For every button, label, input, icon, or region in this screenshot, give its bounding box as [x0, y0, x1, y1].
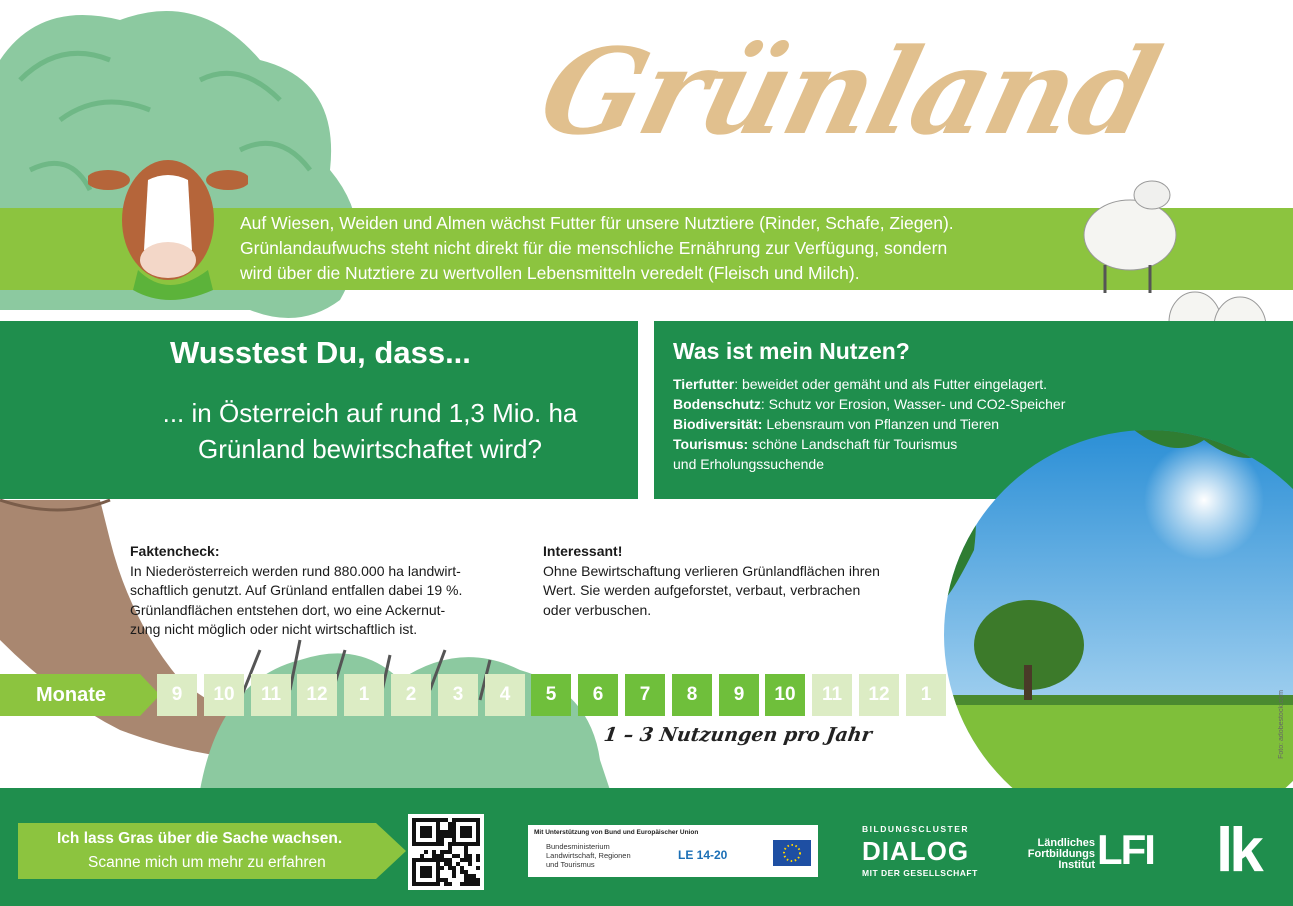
- fact-check: [130, 542, 490, 640]
- cow-illustration: [88, 140, 248, 310]
- cta-subtitle: Scanne mich um mehr zu erfahren: [88, 854, 326, 871]
- month-cell: 12: [859, 674, 899, 716]
- month-cell: 11: [812, 674, 852, 716]
- interesting-line: oder verbuschen.: [543, 601, 652, 618]
- benefit-label: Tierfutter: [673, 376, 735, 392]
- benefit-item: [673, 374, 1113, 394]
- benefit-item: [673, 394, 1113, 414]
- lfi-line: Institut: [1058, 859, 1095, 871]
- interesting-note: [543, 542, 913, 620]
- lfi-logo: LFI: [1097, 826, 1154, 873]
- benefit-label: Bodenschutz: [673, 396, 761, 412]
- month-cell: 12: [297, 674, 337, 716]
- did-you-know-line: Grünland bewirtschaftet wird?: [198, 434, 542, 464]
- month-cell: 10: [204, 674, 244, 716]
- interesting-heading: Interessant!: [543, 543, 623, 559]
- intro-line: Grünlandaufwuchs steht nicht direkt für die menschliche Ernährung zur Verfügung, sondern: [240, 238, 948, 258]
- month-cell: 10: [765, 674, 805, 716]
- eu-flag-icon: [773, 840, 811, 866]
- month-cell: 1: [906, 674, 946, 716]
- fact-check-line: zung nicht möglich oder nicht wirtschaftlich ist.: [130, 621, 418, 637]
- intro-text: [240, 211, 1080, 286]
- page-title: Grünland: [527, 22, 1171, 161]
- month-cell: 7: [625, 674, 665, 716]
- benefit-item: [673, 414, 1113, 434]
- benefit-text: : beweidet oder gemäht und als Futter eingelagert.: [734, 376, 1048, 392]
- did-you-know-text: [120, 395, 620, 467]
- fact-check-line: schaftlich genutzt. Auf Grünland entfallen dabei 19 %.: [130, 582, 463, 598]
- month-cell: 4: [485, 674, 525, 716]
- did-you-know-title: Wusstest Du, dass...: [170, 335, 471, 370]
- interesting-line: Ohne Bewirtschaftung verlieren Grünlandflächen ihren: [543, 562, 880, 579]
- benefit-label: Biodiversität:: [673, 416, 763, 432]
- dialog-logo: DIALOG: [862, 836, 970, 866]
- le-logo: LE 14-20: [678, 848, 728, 862]
- usage-note: 1 – 3 Nutzungen pro Jahr: [602, 724, 874, 746]
- month-cell: 8: [672, 674, 712, 716]
- benefit-text: : Schutz vor Erosion, Wasser- und CO2-Speicher: [760, 396, 1066, 412]
- did-you-know-line: ... in Österreich auf rund 1,3 Mio. ha: [162, 398, 578, 428]
- interesting-line: Wert. Sie werden aufgeforstet, verbaut, verbrachen: [543, 582, 861, 598]
- benefit-item: [673, 434, 1113, 454]
- benefit-text: schöne Landschaft für Tourismus: [748, 436, 958, 452]
- month-cell: 9: [157, 674, 197, 716]
- fact-check-line: Grünlandflächen entstehen dort, wo eine Ackernut-: [130, 601, 446, 618]
- month-cell: 9: [719, 674, 759, 716]
- cta-title: Ich lass Gras über die Sache wachsen.: [57, 830, 343, 847]
- month-cell: 5: [531, 674, 571, 716]
- month-cell: 6: [578, 674, 618, 716]
- month-cell: 11: [251, 674, 291, 716]
- fact-check-line: In Niederösterreich werden rund 880.000 ha landwirt-: [130, 562, 461, 579]
- ministry-line: Landwirtschaft, Regionen: [546, 851, 631, 860]
- qr-code-graphic: [412, 818, 480, 886]
- months-label: Monate: [36, 684, 106, 706]
- benefit-text: Lebensraum von Pflanzen und Tieren: [762, 416, 1000, 432]
- lfi-line: Ländliches: [1037, 837, 1095, 849]
- lfi-line: Fortbildungs: [1027, 848, 1095, 860]
- ministry-line: und Tourismus: [546, 860, 595, 869]
- month-cell: 3: [438, 674, 478, 716]
- intro-line: wird über die Nutztiere zu wertvollen Lebensmitteln veredelt (Fleisch und Milch).: [240, 263, 860, 283]
- sponsor-caption: Mit Unterstützung von Bund und Europäischer Union: [534, 829, 699, 836]
- lk-logo: lk: [1216, 816, 1260, 885]
- month-cell: 1: [344, 674, 384, 716]
- month-cell: 2: [391, 674, 431, 716]
- fact-check-heading: Faktencheck:: [130, 543, 220, 559]
- photo-credit: Foto: adobestock.com: [1278, 690, 1285, 759]
- sponsor-logos: [528, 825, 818, 877]
- intro-line: Auf Wiesen, Weiden und Almen wächst Futter für unsere Nutztiere (Rinder, Schafe, Ziegen).: [240, 213, 954, 233]
- benefit-label: Tourismus:: [673, 436, 749, 452]
- lfi-caption: [1020, 838, 1095, 871]
- qr-code[interactable]: [408, 814, 484, 890]
- ministry-line: Bundesministerium: [546, 842, 610, 851]
- benefits-title: Was ist mein Nutzen?: [673, 338, 910, 364]
- benefit-item: und Erholungssuchende: [673, 456, 825, 472]
- dialog-logo-bottom: MIT DER GESELLSCHAFT: [862, 868, 978, 878]
- ministry-logo: [546, 842, 631, 869]
- dialog-logo-top: BILDUNGSCLUSTER: [862, 824, 970, 834]
